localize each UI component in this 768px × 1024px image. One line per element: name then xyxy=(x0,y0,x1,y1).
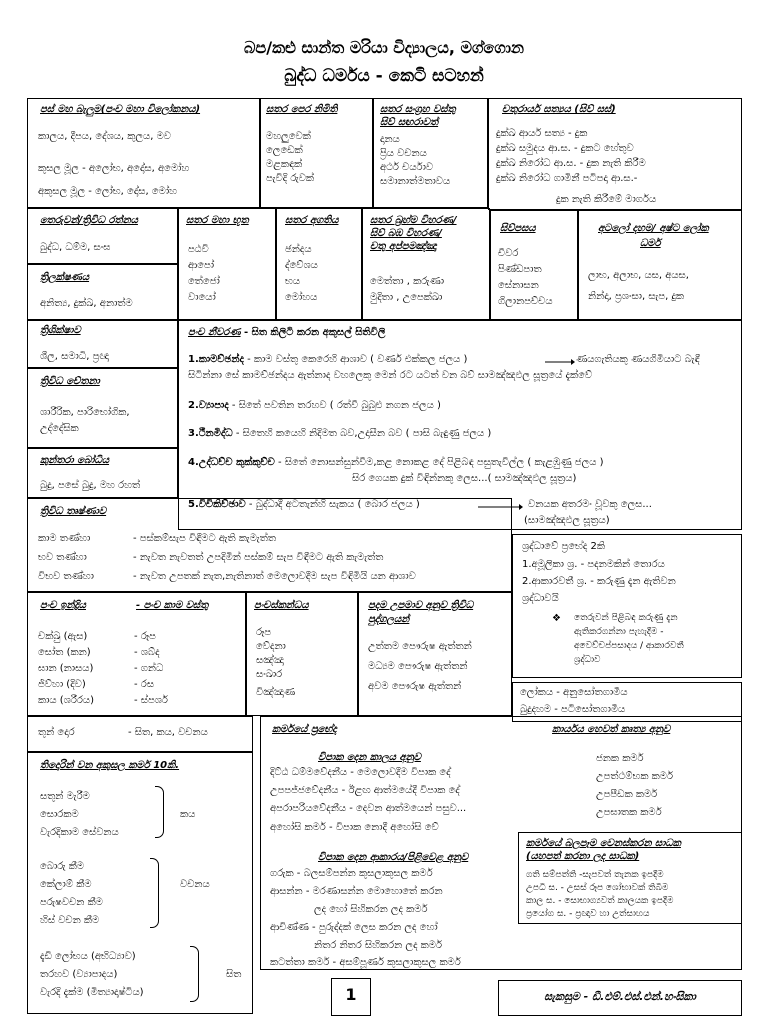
shraddha-bullet: ශ්‍රද්ධාව xyxy=(574,655,601,665)
sivpasaya-item: පිණ්ඩපාත xyxy=(498,264,542,275)
thun-dora-name: තුන් දොර xyxy=(38,727,75,738)
sangraha-item: දානය xyxy=(380,134,400,145)
kuntara-bodhiya-text: බුදු, පසේ බුදු, මහ රහත් xyxy=(40,480,141,491)
agati-item: ද්වේශය xyxy=(285,260,318,271)
tanha-name: විභව තණ්හා xyxy=(38,571,94,582)
pera-nimithi-item: මළකඳක් xyxy=(266,159,303,170)
skandha-item: විඤ්ඤාණ xyxy=(256,687,296,698)
lokadharma-item: ලාභ, අලාභ, යස, අයස, xyxy=(588,270,689,281)
akusala-item: වැරදි දැක්ම (මිත්‍යාදෘෂ්ටිය) xyxy=(40,987,144,998)
indriya-heading-2: - පංච කාම වස්තු xyxy=(136,600,209,611)
akusala-mula: අකුසල මූල - ලෝභ, දෝස, මෝහ xyxy=(38,186,177,197)
bullet-icon: ❖ xyxy=(552,613,561,624)
karya-heading: කාර්යය හෙවත් කෘත්‍ය අනුව xyxy=(552,724,671,735)
sangraha-item: සමානාත්මතාවය xyxy=(380,176,451,187)
brahma-vihara-item: මුදිතා , උපෙක්ඛා xyxy=(370,292,443,303)
pudgala-heading: පදම උපමාව අනුව ත්‍රිවිධ xyxy=(368,600,474,611)
arya-satya-item: දුක නැති කිරීමේ මාර්ගය xyxy=(556,194,657,205)
nivarana-desc: - සිතේ පවතින තරහව ( රත්වී බුබුළු නගන ජලය ) xyxy=(231,400,441,411)
sangraha-item: අර්ථ චර්යාව xyxy=(380,162,434,173)
maha-bhuta-item: තේජෝ xyxy=(188,276,220,287)
karma-prabheda-heading: කර්මයේ ප්‍රභේද xyxy=(272,724,337,735)
trividha-chetana-item: උද්දේසික xyxy=(40,423,79,434)
karya-item: ජනක කර්ම xyxy=(596,753,644,764)
tanha-desc: - නැවත නැවතත් උපදිමින් පස්කම් සැප විඳීමට ඇති කැමැත්ත xyxy=(133,552,384,563)
akara-item: ගරුක - බලසම්පන්න කුසලාකුසල කර්ම xyxy=(270,868,433,879)
akara-item: ආචිණ්ණ - පුරුද්දක් ලෙස කරන ලද හෝ xyxy=(270,922,438,933)
nivarana-desc: - කාම වස්තු කෙරෙහි ආශාව ( වර්ණ එක්කල ජලය ) xyxy=(247,354,468,365)
trishiksha-heading: ත්‍රිශික්ෂාව xyxy=(40,325,81,336)
akusala-item: සොරකම xyxy=(40,809,79,820)
nivarana-name: ථීනමිද්ධ xyxy=(198,428,233,439)
maha-bhuta-heading: සතර මහා භූත xyxy=(186,215,249,226)
pera-nimithi-heading: සතර පෙර නිමිති xyxy=(266,104,338,115)
akusala-item: වැරදිකාම සේවනය xyxy=(40,827,119,838)
agati-item: භය xyxy=(285,276,301,287)
shraddha-item: ශ්‍රද්ධාවයි xyxy=(522,593,559,604)
karya-item: උපඝාතක කර්ම xyxy=(596,807,662,818)
kala-item: දිට්ඨ ධම්මවේදනීය - මෙලොවදීම විපාක දේ xyxy=(270,767,451,778)
lokadharma-item: නින්දා, ප්‍රශංසා, සැප, දුක xyxy=(588,291,685,302)
kala-item: උපපජ්ජවේදනීය - ඊළඟ ආත්මයේදී විපාක දේ xyxy=(270,785,460,796)
lokadharma-heading-2: ධර්ම xyxy=(640,238,661,249)
arrow-icon xyxy=(545,359,575,365)
arya-satya-item: දුක්ඛ නිරෝධ ආ.ස. - දුක නැති කිරීම xyxy=(496,158,646,169)
nivarana-5-side: වනයක අතරමං වූවකු ලෙස... xyxy=(528,499,652,510)
arya-satya-heading: චතුරාර්ය සත්‍යය (සිව් සස්) xyxy=(502,104,616,115)
karya-item: උපත්ථම්භක කර්ම xyxy=(596,771,673,782)
indriya-sense: චක්ඛු (ඇස) xyxy=(38,631,88,642)
arya-satya-item: දුක්ඛ සමුදය ආ.ස. - දුකට හේතුව xyxy=(496,143,634,154)
brahma-vihara-heading: සතර බ්‍රහ්ම විහරණ/ xyxy=(370,215,457,226)
kusala-mula: කුසල මූල - අලෝභ, අදෝස, අමෝහ xyxy=(38,163,190,174)
nivarana-3 xyxy=(188,427,491,440)
sivpasaya-item: ගිලානපච්චය xyxy=(498,296,553,307)
karma-bala-heading: කර්මයේ බලපෑම වෙනස්කරන සාධක xyxy=(526,838,681,849)
arya-satya-item: දුක්ඛ නිරෝධ ගාමිනී පටිපදා ආ.ස.- xyxy=(496,173,638,184)
shraddha-bullet: අවෙච්චප්පසාදය / ආකාරවතී xyxy=(574,641,684,651)
nivarana-name: උද්ධච්ච කුක්කුච්ච xyxy=(198,457,275,468)
nivarana-name: ව්‍යාපාද xyxy=(198,400,229,411)
akusala-item: සතුන් මැරීම xyxy=(40,791,90,802)
brahma-vihara-heading-2: සිව් බඹ විහරණ/ xyxy=(370,228,442,239)
nivarana-1 xyxy=(188,353,467,366)
lokaya-item: ලෝකය - අනුසෝතගාමීය xyxy=(520,687,628,698)
arya-satya-item: දුක්ඛ ආර්ය සත්‍ය - දුක xyxy=(496,128,588,139)
brahma-vihara-heading-3: චතු අප්පමඤ්ඤා xyxy=(370,241,437,252)
akusala-item: පරුෂවචන කීම xyxy=(40,897,103,908)
thun-dora-desc: - සිත, කය, වචනය xyxy=(128,727,208,738)
akusala-item: දැඩි ලෝභය (අභිධ්‍යාව) xyxy=(40,951,136,962)
nivarana-num: 5. xyxy=(188,499,199,510)
nivarana-1-line2: සිටින්නා සේ කාමච්ඡන්දය ඇත්නාද වහලෙකු මෙන් රට යටත් වන බව් සාමඤ්ඤඵල සූත්‍රයේ දැක්වේ xyxy=(188,370,593,381)
pancha-nivarana-title: පංච නීවරණ xyxy=(188,327,241,338)
kala-item: අපරාපරියවේදනීය - දෙවන ආත්මයෙන් පසුව... xyxy=(270,803,467,814)
nivarana-2 xyxy=(188,399,441,412)
school-title: බප/කළු සාන්ත මරියා විද්‍යාලය, මග්ගොන xyxy=(243,38,525,57)
agati-item: ඡන්දය xyxy=(285,244,312,255)
lokadharma-heading: අටලෝ දහම/ අෂ්ට ලෝක xyxy=(598,223,709,234)
sangraha-item: ප්‍රිය වචනය xyxy=(380,148,427,159)
nivarana-desc: - සිතේ නොසන්සුන්වීම,කළ නොකළ දේ පිළිබඳ පසුතැවීල්ල ( කැළඹුණු ජලය ) xyxy=(278,457,604,468)
sivpasaya-item: චීවර xyxy=(498,248,519,259)
brahma-vihara-item: මෙත්තා , කරුණා xyxy=(370,276,445,287)
pudgala-item: අවම පෞරුෂ ඇත්තන් xyxy=(368,681,462,692)
trividha-chetana-item: ශාරීරික, පාරිභෝගික, xyxy=(40,407,130,418)
akara-item: නිතර නිතර සිහිකරන ලද කර්ම xyxy=(314,940,443,951)
kala-heading: විපාක දෙන කාලය අනුව xyxy=(318,752,421,763)
indriya-object: - ගන්ධ xyxy=(134,663,164,674)
sangraha-heading-2: සිව් සඟරාවත් xyxy=(380,117,439,128)
nivarana-5-line2: (සාමඤ්ඤඵල සූත්‍රය) xyxy=(524,515,610,526)
shraddha-heading: ශ්‍රද්ධාවේ ප්‍රභේද 2කි xyxy=(522,541,606,552)
nivarana-desc: - සිතෙහි කයෙහි නිදිමත බව,උදාසීන බව ( පාසි බැඳුණු ජලය ) xyxy=(235,428,492,439)
karma-bala-heading-2: (යහපත් කරනා ලද සාධක) xyxy=(526,851,640,862)
skandha-item: සංඛාර xyxy=(256,669,283,680)
sivpasaya-item: සේනාසන xyxy=(498,280,539,291)
brace-icon xyxy=(190,946,199,1002)
karma-bala-item: ප්‍රයෝග ස. - ප්‍රඥාව හා උත්සාහය xyxy=(526,909,650,919)
nivarana-num: 3. xyxy=(188,428,199,439)
indriya-object: - රස xyxy=(134,679,155,690)
brace-icon xyxy=(150,858,159,928)
akusala-karma-heading: තිදොරින් වන අකුසල කර්ම 10කි. xyxy=(40,760,180,771)
pera-nimithi-item: මහලුවෙක් xyxy=(266,131,311,142)
shraddha-item: 2.ආකාරවතී ශ්‍ර. - කරුණු දැන ඇතිවන xyxy=(522,576,676,587)
pudgala-heading-2: පුද්ගලයන් xyxy=(368,614,410,625)
nivarana-num: 2. xyxy=(188,400,199,411)
pudgala-item: උත්තම පෞරුෂ ඇත්තන් xyxy=(368,641,472,652)
akusala-item: හිස් වචන කීම xyxy=(40,915,100,926)
shraddha-box xyxy=(512,534,742,678)
nivarana-4-line2: සිර ගෙයක දුක් විඳින්නකු ලෙස...( සාමඤ්ඤඵල සූත්‍රය) xyxy=(352,473,577,484)
karma-bala-item: ගති සම්පත්ති -සැපවත් තැනක ඉපදීම xyxy=(526,870,664,880)
tanha-name: භව තණ්හා xyxy=(38,552,87,563)
agati-heading: සතර අගතිය xyxy=(285,215,339,226)
indriya-sense: ජිව්හා (දිව) xyxy=(38,679,86,690)
akusala-item: බොරු කීම xyxy=(40,861,85,872)
shraddha-item: 1.අමූලිකා ශ්‍ර. - පදනමකින් තොරය xyxy=(522,559,665,570)
pancha-nivarana-desc: - සිත කිලිටි කරන අකුසල් සිතිවිලි xyxy=(244,327,386,338)
nivarana-desc: - බුද්ධාදී අටතැන්හි සැකය ( බොර ජලය ) xyxy=(248,499,420,510)
indriya-object: - රූප xyxy=(134,631,156,642)
nivarana-name: කාමච්ඡන්ද xyxy=(198,354,244,365)
karya-item: උපපීඩක කර්ම xyxy=(596,789,658,800)
pancha-niyama-text: කාලය, දීපය, දේශය, කුලය, මව xyxy=(38,131,171,142)
trilakshana-heading: ත්‍රිලක්ෂණය xyxy=(40,272,90,283)
agati-item: මෝහය xyxy=(285,292,318,303)
shraddha-bullet: ඇතිකරගන්නා පැහැදීම - xyxy=(574,627,664,637)
akusala-group-label: කය xyxy=(180,809,196,820)
indriya-object: - ස්පර්ශ xyxy=(134,695,168,706)
akusala-group-label: සිත xyxy=(226,969,242,980)
author: සැකසුම - ඩී.එම්.එස්.එන්.හංසිකා xyxy=(544,990,696,1003)
maha-bhuta-item: පඨවි xyxy=(188,244,209,255)
nivarana-name: විචිකිච්ඡාව xyxy=(198,499,246,510)
skandha-item: සඤ්ඤා xyxy=(256,655,284,666)
nivarana-num: 4. xyxy=(188,457,199,468)
lokaya-item: බුදුදහම - පටිසෝතගාමීය xyxy=(520,704,626,715)
indriya-heading: පංච ඉන්ද්‍රිය xyxy=(40,600,86,611)
nivarana-num: 1. xyxy=(188,354,199,365)
trividha-chetana-heading: ත්‍රිවිධ චේතනා xyxy=(40,376,100,387)
teruwan-text: බුද්ධ, ධම්ම, සංඝ xyxy=(40,242,111,253)
skandha-heading: පංචස්කන්ධය xyxy=(254,600,309,611)
maha-bhuta-item: වායෝ xyxy=(188,292,216,303)
karma-bala-item: කාල ස. - සොභාග්‍යවත් කාලයක ඉපදීම xyxy=(526,896,674,906)
trishiksha-text: ශීල, සමාධි, ප්‍රඥා xyxy=(40,351,110,362)
pera-nimithi-item: ලෙඩෙක් xyxy=(266,145,303,156)
akusala-item: කේලාම් කීම xyxy=(40,879,92,890)
pera-nimithi-item: පැවිදි රුවක් xyxy=(266,173,315,184)
akara-item: කටත්තා කර්ම - අසම්පූර්ණ කුසලාකුසල කර්ම xyxy=(270,957,461,968)
maha-bhuta-item: ආපෝ xyxy=(188,260,215,271)
nivarana-4 xyxy=(188,456,603,469)
nivarana-1-side: ණයගැතියකු ණයගිමියාට බැඳී xyxy=(576,354,700,365)
kala-item: අහෝසි කර්ම - විපාක නොදී අහෝසි වේ xyxy=(270,822,439,833)
indriya-sense: කාය (ශරීරය) xyxy=(38,695,95,706)
indriya-sense: ඝාන (නාසය) xyxy=(38,663,94,674)
document-title: බුද්ධ ධර්මය - කෙටි සටහන් xyxy=(284,66,484,86)
page-number: 1 xyxy=(345,985,357,1004)
skandha-item: වේදනා xyxy=(256,641,286,652)
brace-icon xyxy=(155,786,164,838)
sangraha-heading: සතර සංග්‍රහ වස්තු xyxy=(380,104,456,115)
akara-item: ලද හෝ සිහිකරන ලද කර්ම xyxy=(314,904,428,915)
indriya-object: - ශබ්ද xyxy=(134,647,160,658)
akara-item: ආසන්න - මරණාසන්න මොහොතේ කරන xyxy=(270,886,443,897)
tanha-desc: - නැවත උපතක් නැත,නැතිනාත් මෙලොවදීම සැප විඳිමියි යන ආශාව xyxy=(133,571,416,582)
skandha-item: රූප xyxy=(256,627,272,638)
tanha-desc: - පස්කම්සැප විඳීමට ඇති කැමැත්ත xyxy=(133,533,276,544)
trilakshana-text: අනිත්‍ය, දුක්ඛ, අනාත්ම xyxy=(40,298,133,309)
akusala-group-label: වචනය xyxy=(180,879,210,890)
teruwan-heading: තෙරුවන්/ත්‍රිවිධ රත්නය xyxy=(40,215,138,226)
shraddha-bullet: තෙරුවන් පිළිබඳ කරුණු දැන xyxy=(574,613,678,623)
pancha-nivarana-heading xyxy=(188,326,385,339)
akara-heading: විපාක දෙන ආකාරය/පිළිවෙළ අනුව xyxy=(318,852,469,863)
karma-bala-item: උපධි ස. - උසස් රූප ශෝභාවක් තිබීම xyxy=(526,883,669,893)
pancha-niyama-heading: පස් මහ බැලුම(පංච මහා විලෝකනය) xyxy=(40,104,201,115)
tanha-name: කාම තණ්හා xyxy=(38,533,91,544)
kuntara-bodhiya-heading: කුන්තරා බෝධිය xyxy=(40,455,110,466)
sivpasaya-heading: සිව්පසය xyxy=(500,223,536,234)
indriya-sense: සෝත (කන) xyxy=(38,647,91,658)
akusala-item: තරහව (ව්‍යාපාදය) xyxy=(40,969,118,980)
tanha-heading: ත්‍රිවිධ තෘෂ්ණාව xyxy=(40,506,107,517)
pudgala-item: මධ්‍යම පෞරුෂ ඇත්තන් xyxy=(368,661,468,672)
